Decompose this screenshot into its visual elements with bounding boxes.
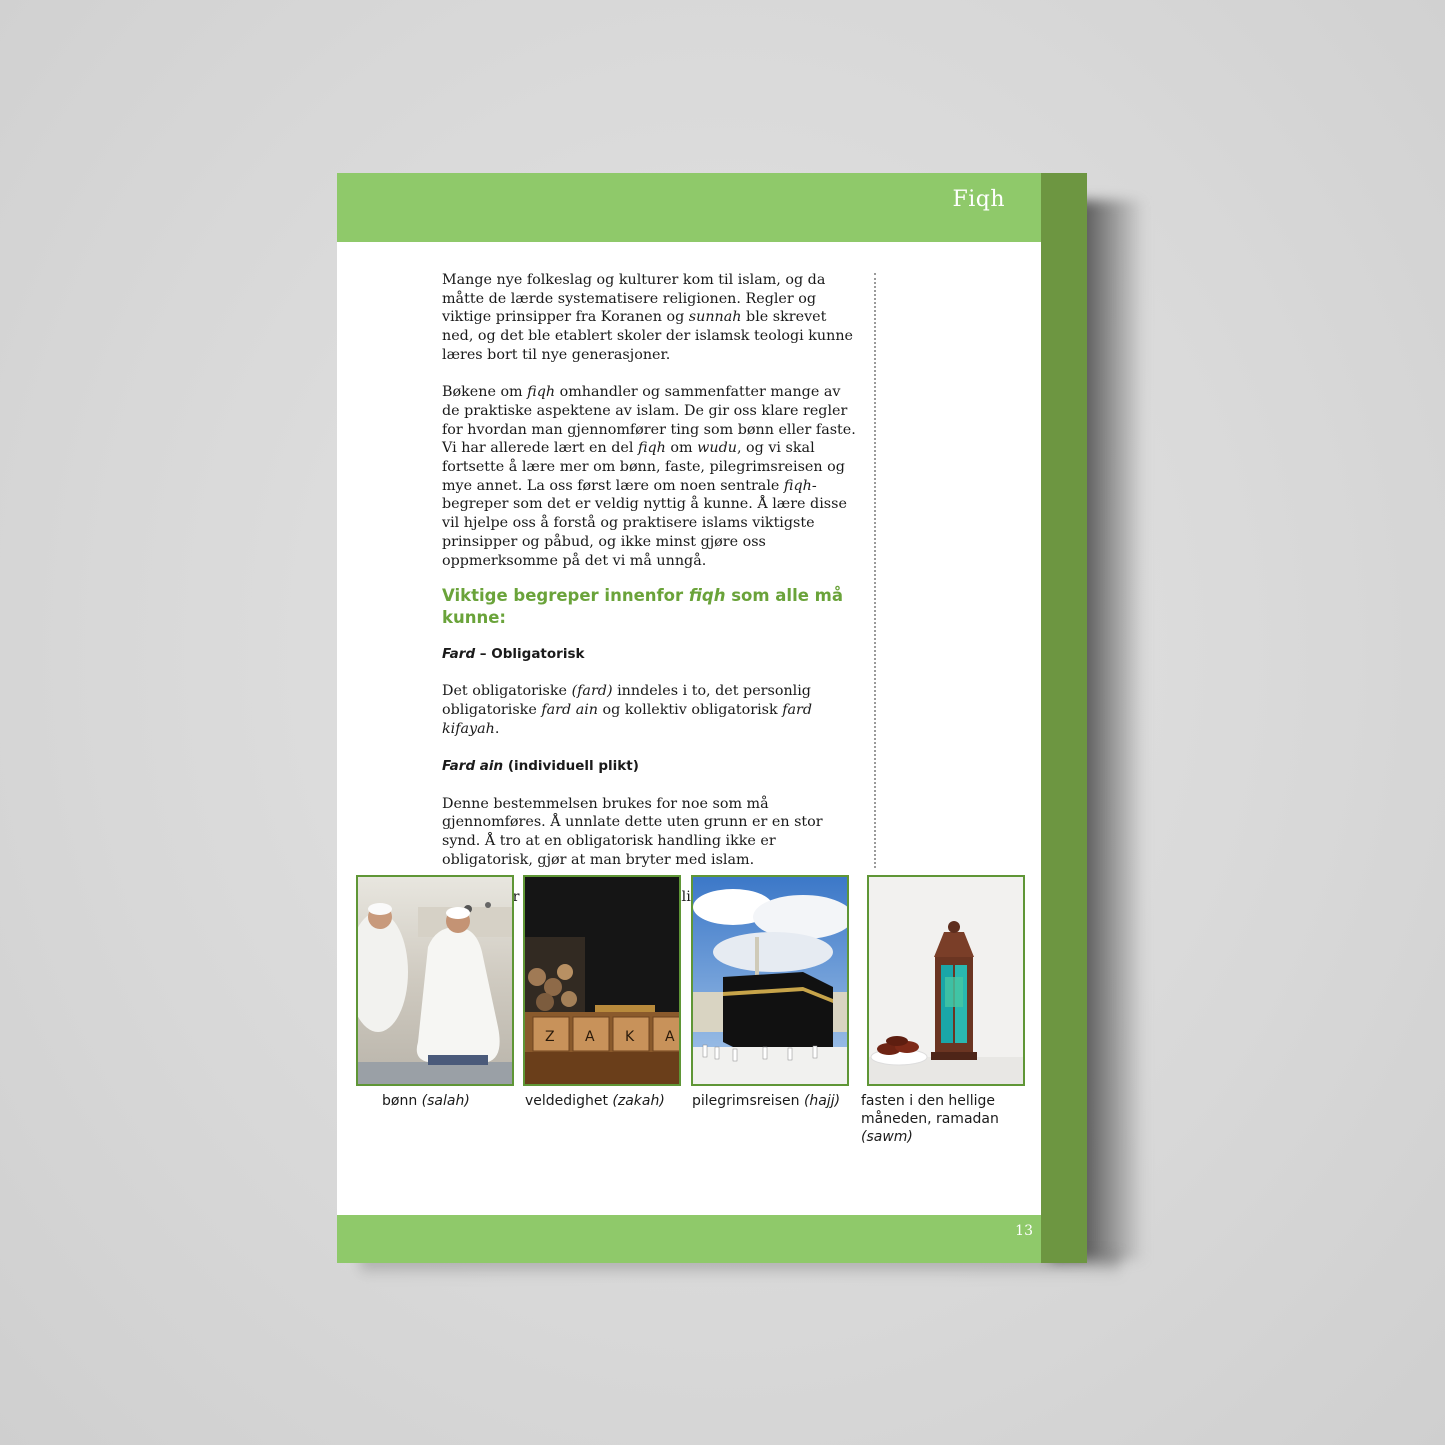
footer-band [337,1215,1041,1263]
paragraph-2: Bøkene om fiqh omhandler og sammenfatter mange av de praktiske aspektene av islam. De gir oss klare regler for hvordan man gjennomfører ting som bønn eller faste. Vi har allerede lært en del fiqh om wudu, og vi skal fortsette å lære mer om bønn, faste, pilegrimsreisen og mye annet. La oss først lære om noen sentrale fiqh-begreper som det er veldig nyttig å kunne. Å lære disse vil hjelpe oss å forstå og praktisere islams viktigste prinsipper og påbud, og ikke minst gjøre oss oppmerksomme på det vi må unngå. [442,384,856,569]
zakat-photo [523,875,681,1086]
book-page [337,173,1041,1263]
svg-text:Z: Z [545,1029,555,1045]
fard-heading: Fard – Obligatorisk [442,645,585,662]
ramadan-lantern-photo [867,875,1025,1086]
caption-salah: bønn (salah) [382,1093,470,1109]
section-heading: Viktige begreper innenfor fiqh som alle må kunne: [442,585,843,627]
header-band [337,173,1041,242]
page-title: Fiqh [952,187,1005,212]
paragraph-5: handlinger [645,889,725,905]
page-number: 13 [1015,1223,1033,1239]
kaaba-photo [691,875,849,1086]
svg-text:A: A [665,1029,675,1045]
svg-text:K: K [625,1029,635,1045]
caption-zakah: veldedighet (zakah) [525,1093,665,1109]
prayer-photo [356,875,514,1086]
paragraph-1 [442,271,862,365]
dotted-divider [874,273,876,868]
caption-sawm: fasten i den hellige måneden, ramadan (sawm) [861,1093,999,1145]
book-spine [1041,173,1087,1263]
paragraph-3: Det obligatoriske (fard) inndeles i to, det personlig obligatoriske fard ain og kollektiv obligatorisk fard kifayah. [442,683,813,737]
main-text [442,271,862,925]
svg-text:A: A [585,1029,595,1045]
paragraph-1-text: Mange nye folkeslag og kulturer kom til islam, og da måtte de lærde systematisere religionen. Regler og viktige prinsipper fra Koranen og sunnah ble skrevet ned, og det ble etablert skoler der islamsk teologi kunne læres bort til nye generasjoner. [442,272,854,363]
caption-hajj: pilegrimsreisen (hajj) [692,1093,841,1109]
fard-ain-heading: Fard ain (individuell plikt) [442,758,639,775]
paragraph-4: Denne bestemmelsen brukes for noe som må gjennomføres. Å unnlate dette uten grunn er en stor synd. Å tro at en obligatorisk handling ikke er obligatorisk, gjør at man bryter med islam. [442,795,823,868]
